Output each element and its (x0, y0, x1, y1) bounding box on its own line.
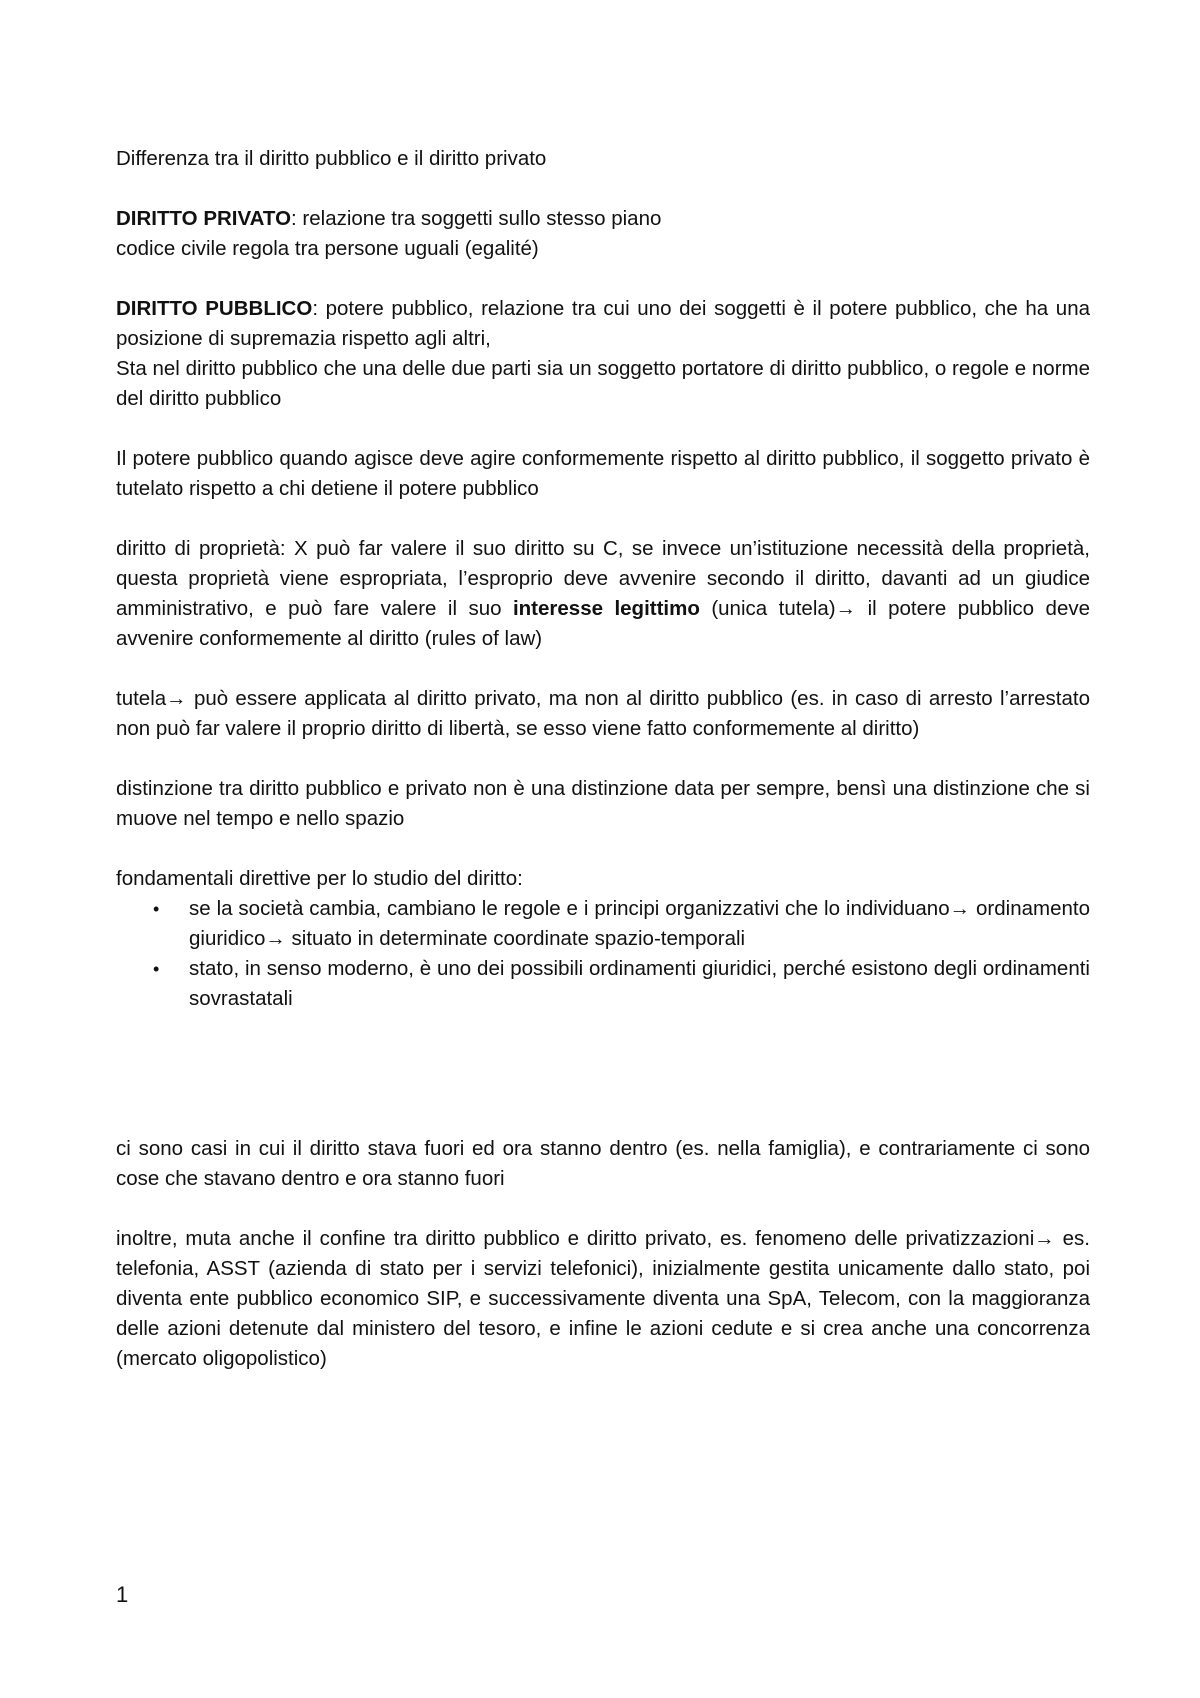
section-direttive (116, 864, 1090, 1014)
privato-line-2: codice civile regola tra persone uguali (egalité) (116, 237, 539, 260)
arrow-right-icon: → (166, 687, 187, 710)
document-body (116, 144, 1090, 1404)
paragraph-tutela (116, 684, 1090, 744)
direttive-item-1-part2: ordinamento giuridico (189, 897, 1090, 950)
paragraph-distinzione: distinzione tra diritto pubblico e privato non è una distinzione data per sempre, bensì una distinzione che si muove nel tempo e nello spazio (116, 777, 1090, 830)
proprieta-unica-tutela: (unica tutela) (699, 597, 836, 620)
direttive-intro: fondamentali direttive per lo studio del diritto: (116, 867, 523, 890)
arrow-right-icon: → (949, 897, 971, 920)
blank-space (116, 1044, 1090, 1134)
pubblico-line-2: Sta nel diritto pubblico che una delle due parti sia un soggetto portatore di diritto pubblico, o regole e norme del diritto pubblico (116, 357, 1090, 410)
privato-text: : relazione tra soggetti sullo stesso piano (291, 207, 662, 230)
privato-label: DIRITTO PRIVATO (116, 207, 292, 230)
pubblico-text: : potere pubblico, relazione tra cui uno dei soggetti è il potere pubblico, che ha una posizione di supremazia rispetto agli altri, (116, 297, 1090, 350)
paragraph-diritto-proprieta (116, 534, 1090, 654)
direttive-item-2: stato, in senso moderno, è uno dei possibili ordinamenti giuridici, perché esistono degli ordinamenti sovrastatali (189, 957, 1090, 1010)
proprieta-text: diritto di proprietà: X può far valere il suo diritto su C, se invece un’istituzione necessità della proprietà, questa proprietà viene espropriata, l’esproprio deve avvenire secondo il diritto, davanti ad un giudice amministrativo, e può fare valere il suo (116, 537, 1090, 620)
paragraph-inoltre (116, 1224, 1090, 1374)
inoltre-text: inoltre, muta anche il confine tra diritto pubblico e diritto privato, es. fenomeno delle privatizzazioni (116, 1227, 1035, 1250)
paragraph-diritto-privato (116, 204, 1090, 264)
list-item (116, 954, 1090, 1014)
proprieta-end: il potere pubblico deve avvenire conformemente al diritto (rules of law) (116, 597, 1090, 650)
pubblico-label: DIRITTO PUBBLICO (116, 297, 313, 320)
interesse-legittimo-term: interesse legittimo (512, 597, 700, 620)
list-item (116, 894, 1090, 954)
page-number: 1 (116, 1582, 129, 1607)
paragraph-potere-pubblico: Il potere pubblico quando agisce deve agire conformemente rispetto al diritto pubblico, il soggetto privato è tutelato rispetto a chi detiene il potere pubblico (116, 447, 1090, 500)
tutela-label: tutela (116, 687, 167, 710)
direttive-item-1-part1: se la società cambia, cambiano le regole e i principi organizzativi che lo individuano (189, 897, 950, 920)
paragraph-diritto-pubblico (116, 294, 1090, 414)
arrow-right-icon: → (265, 927, 286, 950)
privato-line (116, 204, 1090, 234)
inoltre-after: es. telefonia, ASST (azienda di stato per i servizi telefonici), inizialmente gestita unicamente dallo stato, poi diventa ente pubblico economico SIP, e successivamente diventa una SpA, Telecom, con la maggioranza delle azioni detenute dal ministero del tesoro, e infine le azioni cedute e si crea anche una concorrenza (mercato oligopolistico) (116, 1227, 1090, 1370)
bullet-icon: • (153, 959, 160, 979)
paragraph-casi: ci sono casi in cui il diritto stava fuori ed ora stanno dentro (es. nella famiglia), e contrariamente ci sono cose che stavano dentro e ora stanno fuori (116, 1137, 1090, 1190)
tutela-text: può essere applicata al diritto privato, ma non al diritto pubblico (es. in caso di arresto l’arrestato non può far valere il proprio diritto di libertà, se esso viene fatto conformemente al diritto) (116, 687, 1090, 740)
pubblico-first-sentence (116, 297, 1090, 350)
direttive-item-1-part3: situato in determinate coordinate spazio-temporali (285, 927, 746, 950)
direttive-list (116, 894, 1090, 1014)
arrow-right-icon: → (1034, 1227, 1055, 1250)
bullet-icon: • (153, 899, 160, 919)
document-title: Differenza tra il diritto pubblico e il diritto privato (116, 147, 547, 170)
arrow-right-icon: → (835, 597, 857, 620)
